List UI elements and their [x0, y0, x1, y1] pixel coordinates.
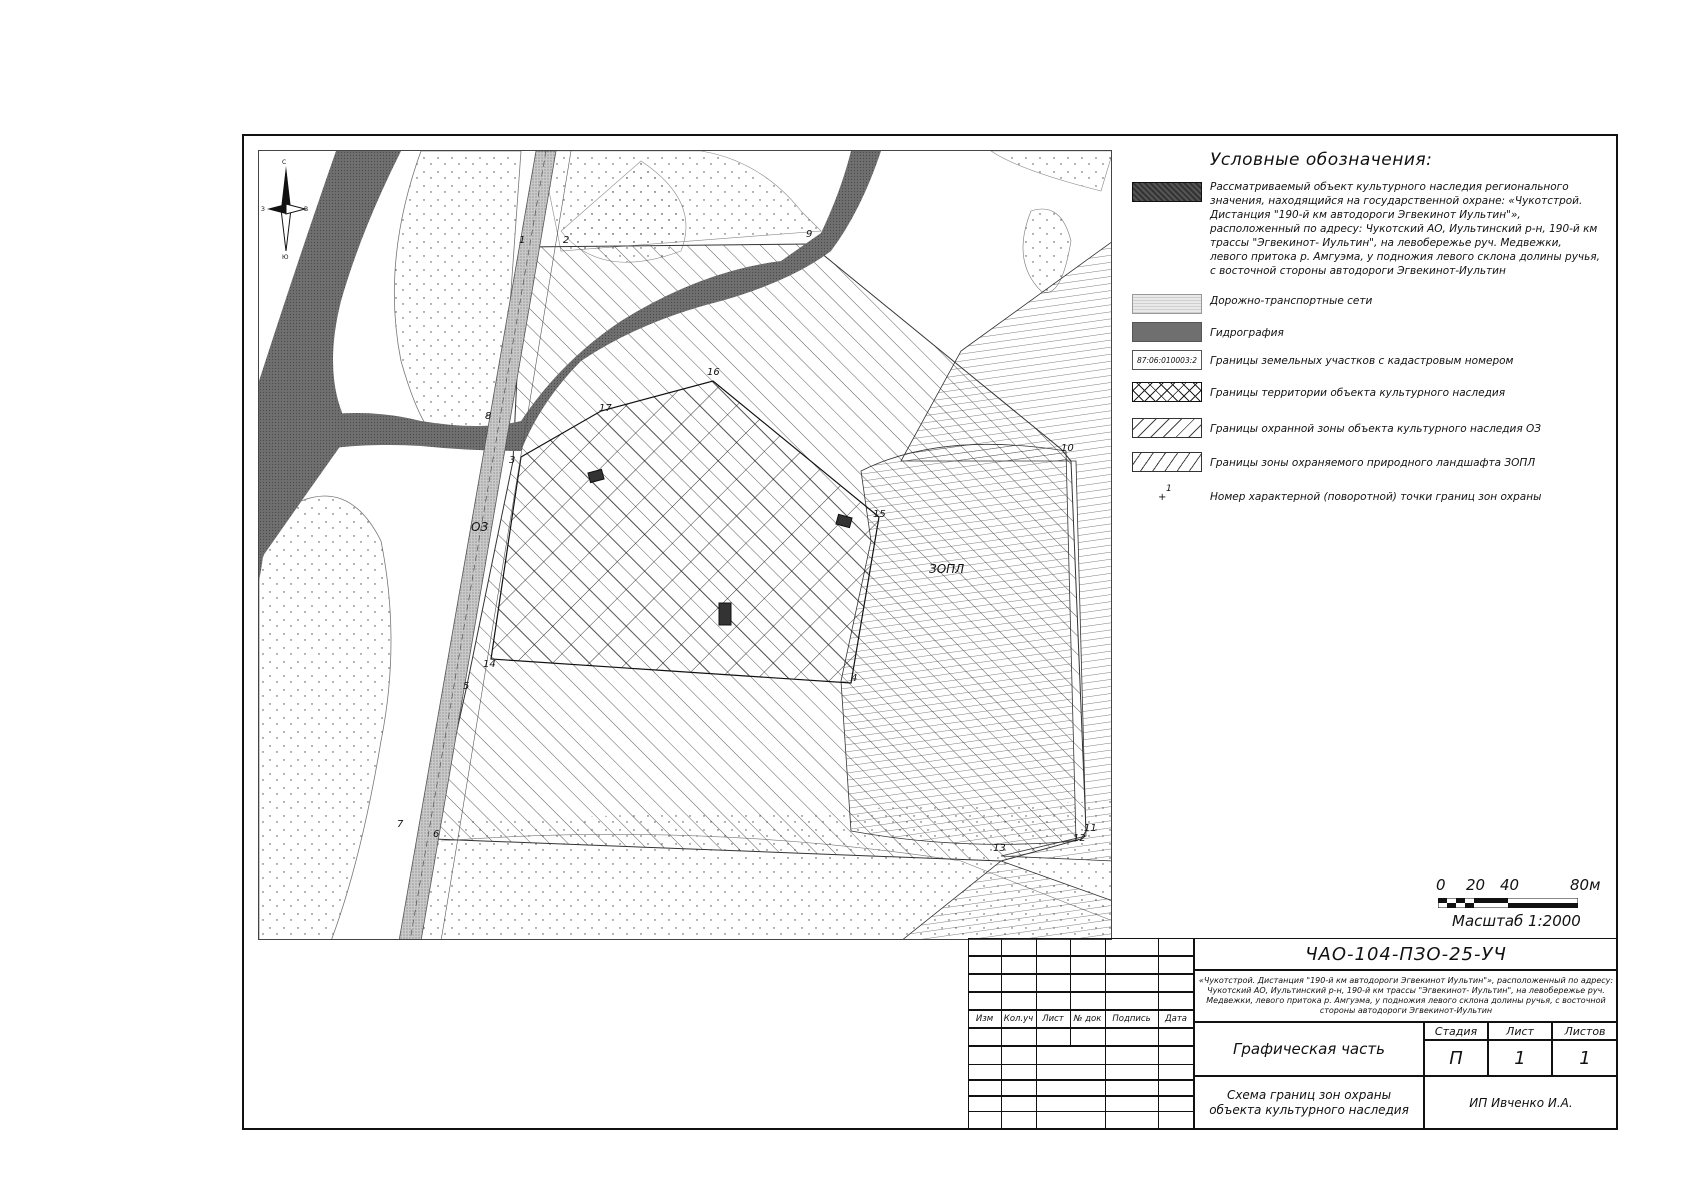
scale-tick-40: 40: [1500, 876, 1520, 894]
col-line: [1070, 938, 1071, 1046]
compass-north: С: [282, 159, 287, 166]
zopl-zone-label: ЗОПЛ: [929, 562, 965, 576]
legend-item-hydro: [1128, 322, 1608, 344]
compass-east: В: [304, 206, 309, 213]
author: ИП Ивченко И.А.: [1469, 1096, 1573, 1110]
hdr-data: Дата: [1164, 1014, 1187, 1024]
point-11: 11: [1084, 823, 1097, 834]
sheet-header: Лист: [1506, 1024, 1534, 1038]
legend: [1128, 150, 1608, 550]
legend-text-point: Номер характерной (поворотной) точки границ зон охраны: [1210, 491, 1542, 503]
object-description: «Чукотстрой. Дистанция "190-й км автодороги Эгвекинот Иультин"», расположенный по адресу: Чукотский АО, Иультинский р-н, 190-й км трассы "Эгвекинот- Иультин", на левобережье руч. Медвежки, левого притока р. Амгуэма, у подножия левого склона долины ручья, с восточной стороны автодороги Эгвекинот-Иультин: [1198, 976, 1614, 1015]
map-area: [258, 150, 1112, 940]
hdr-izm: Изм: [975, 1014, 994, 1024]
legend-item-roads: [1128, 294, 1608, 316]
zopl-symbol-icon: [1132, 452, 1202, 472]
roads-symbol-icon: [1132, 294, 1202, 314]
point-3: 3: [509, 455, 516, 466]
legend-text-cadastre: Границы земельных участков с кадастровым номером: [1210, 355, 1514, 367]
drawing-code: ЧАО-104-ПЗО-25-УЧ: [1305, 943, 1507, 965]
legend-text-hydro: Гидрография: [1210, 327, 1284, 339]
scale-tick-0: 0: [1436, 876, 1446, 894]
point-10: 10: [1061, 443, 1074, 454]
legend-text-object: Рассматриваемый объект культурного наследия регионального значения, находящийся на государственной охране: «Чукотстрой. Дистанция "190-й км автодороги Эгвекинот Иультин"», расположенный по адресу: Чукотский АО, Иультинский р-н, 190-й км трассы "Эгвекинот- Иультин", на левобережье руч. Медвежки, левого притока р. Амгуэма, у подножия левого склона долины ручья, с восточной стороны автодороги Эгвекинот-Иультин: [1210, 181, 1600, 277]
legend-item-point: [1128, 486, 1608, 508]
point-6: 6: [433, 829, 440, 840]
legend-item-oz: [1128, 418, 1608, 440]
legend-text-heritage: Границы территории объекта культурного наследия: [1210, 387, 1506, 399]
point-symbol-number: 1: [1166, 484, 1172, 494]
oz-symbol-icon: [1132, 418, 1202, 438]
map-svg: [259, 151, 1112, 940]
object-symbol-icon: [1132, 182, 1202, 202]
legend-item-heritage: [1128, 382, 1608, 404]
hdr-podpis: Подпись: [1112, 1014, 1151, 1024]
north-arrow-icon: [261, 159, 308, 261]
compass-south: Ю: [282, 254, 289, 261]
drawing-title: Схема границ зон охраны объекта культурного наследия: [1209, 1088, 1409, 1117]
scale-tick-80: 80м: [1570, 876, 1601, 894]
scale-bar-graphic: [1438, 898, 1578, 908]
point-15: 15: [873, 509, 886, 520]
point-2: 2: [563, 235, 570, 246]
scale-bar: [1436, 876, 1616, 936]
hdr-kol-uch: Кол.уч: [1003, 1014, 1034, 1024]
oz-zone-label: ОЗ: [471, 520, 489, 534]
hydro-symbol-icon: [1132, 322, 1202, 342]
part-title: Графическая часть: [1233, 1040, 1385, 1058]
sheets-header: Листов: [1564, 1024, 1606, 1038]
sheets-value: 1: [1579, 1047, 1591, 1069]
sign-row: [968, 1080, 1194, 1096]
point-12: 12: [1073, 833, 1086, 844]
legend-item-cadastre: [1128, 350, 1608, 372]
heritage-object-marker: [719, 603, 731, 625]
hdr-list: Лист: [1042, 1014, 1064, 1024]
point-4: 4: [851, 673, 858, 684]
point-9: 9: [806, 229, 813, 240]
point-13: 13: [993, 843, 1006, 854]
sign-row: [968, 1064, 1194, 1080]
point-14: 14: [483, 659, 496, 670]
point-8: 8: [485, 411, 492, 422]
legend-title: Условные обозначения:: [1210, 150, 1433, 170]
legend-item-object: [1128, 180, 1608, 280]
point-16: 16: [707, 367, 720, 378]
compass-west: З: [261, 206, 265, 213]
sheet-value: 1: [1514, 1047, 1526, 1069]
cadastre-symbol: 87:06:010003:2: [1132, 350, 1202, 370]
legend-text-roads: Дорожно-транспортные сети: [1210, 295, 1373, 307]
stage-header: Стадия: [1434, 1024, 1478, 1038]
point-5: 5: [463, 681, 470, 692]
point-symbol-icon: + 1: [1158, 484, 1172, 503]
scale-label: Масштаб 1:2000: [1452, 912, 1581, 930]
point-1: 1: [519, 235, 526, 246]
point-17: 17: [599, 403, 612, 414]
legend-item-zopl: [1128, 452, 1608, 474]
legend-text-oz: Границы охранной зоны объекта культурного наследия ОЗ: [1210, 423, 1541, 435]
heritage-symbol-icon: [1132, 382, 1202, 402]
stage-value: П: [1449, 1047, 1463, 1069]
legend-text-zopl: Границы зоны охраняемого природного ландшафта ЗОПЛ: [1210, 457, 1536, 469]
point-7: 7: [397, 819, 404, 830]
scale-tick-20: 20: [1466, 876, 1486, 894]
title-block: [968, 938, 1618, 1130]
hdr-doc: № док: [1073, 1014, 1102, 1024]
sign-row: [968, 1096, 1194, 1112]
